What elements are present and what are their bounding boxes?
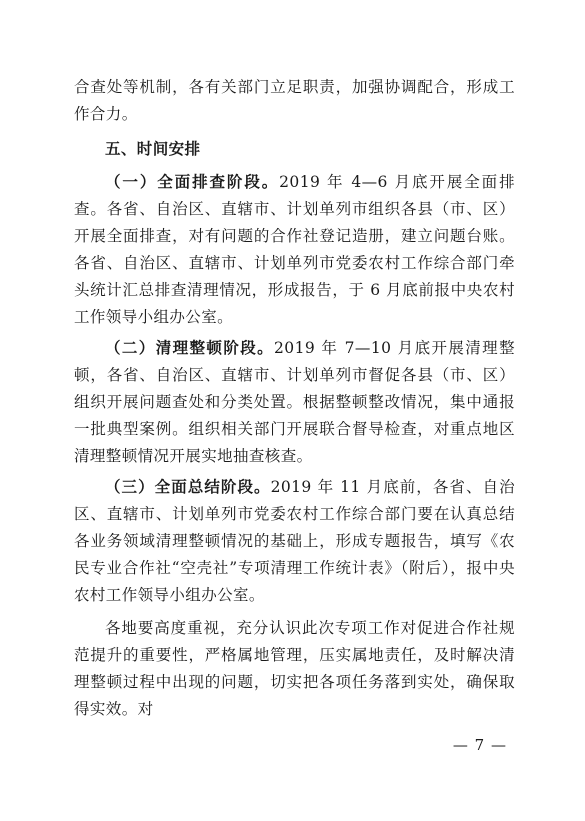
stage-title-full-investigation: （一）全面排查阶段。	[105, 173, 280, 191]
stage-body-full-investigation: 2019 年 4—6 月底开展全面排查。各省、自治区、直辖市、计划单列市组织各县（市、区）开展全面排查，对有问题的合作社登记造册，建立问题台账。各省、自治区、直辖市、计划单列市党委农村工作综合部门牵头统计汇总排查清理情况，形成报告，于 6 月底前报中央农村工作领导小组办公室。	[74, 173, 515, 326]
stage-body-summary: 2019 年 11 月底前，各省、自治区、直辖市、计划单列市党委农村工作综合部门要在认真总结各业务领域清理整顿情况的基础上，形成专题报告，填写《农民专业合作社“空壳社”专项清理工作统计表》（附后），报中央农村工作领导小组办公室。	[74, 478, 515, 604]
section-heading-time-arrangement: 五、时间安排	[105, 140, 201, 158]
stage-body-clean-up: 2019 年 7—10 月底开展清理整顿，各省、自治区、直辖市、计划单列市督促各县（市、区）组织开展问题查处和分类处置。根据整顿整改情况，集中通报一批典型案例。组织相关部门开展联合督导检查，对重点地区清理整顿情况开展实地抽查核查。	[74, 339, 515, 465]
document-body	[74, 74, 515, 723]
stage-title-clean-up: （二）清理整顿阶段。	[105, 339, 275, 357]
paragraph-summary	[74, 474, 515, 609]
paragraph-clean-up	[74, 335, 515, 470]
paragraph-full-investigation	[74, 169, 515, 331]
stage-title-summary: （三）全面总结阶段。	[105, 478, 271, 496]
paragraph-requirements: 各地要高度重视，充分认识此次专项工作对促进合作社规范提升的重要性，严格属地管理，压实属地责任，及时解决清理整顿过程中出现的问题，切实把各项任务落到实处，确保取得实效。对	[74, 619, 515, 718]
paragraph-continuation: 合查处等机制，各有关部门立足职责，加强协调配合，形成工作合力。	[74, 78, 515, 123]
page-number: — 7 —	[452, 736, 507, 754]
